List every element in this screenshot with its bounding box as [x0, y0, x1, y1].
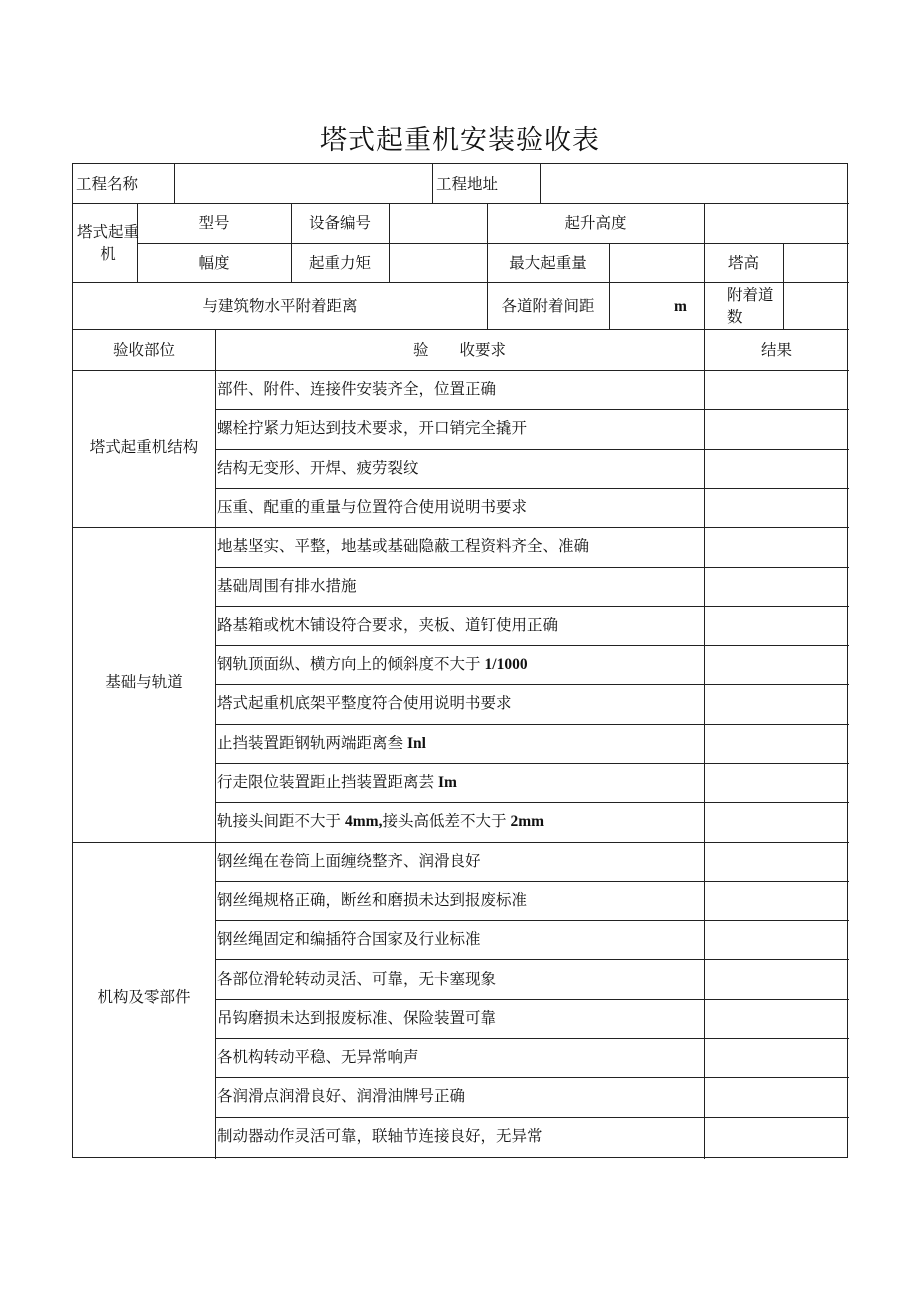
- requirement-text: 地基坚实、平整，地基或基础隐蔽工程资料齐全、准确: [217, 537, 590, 556]
- requirement-text: 各机构转动平稳、无异常响声: [217, 1048, 419, 1067]
- moment-label: 起重力矩: [308, 254, 371, 272]
- requirement-text: 钢丝绳规格正确，断丝和磨损未达到报废标准: [217, 890, 528, 909]
- result-field[interactable]: [709, 654, 845, 674]
- result-field[interactable]: [709, 1126, 845, 1146]
- tower-height-label: 塔高: [727, 254, 759, 272]
- requirement-text: 螺栓拧紧力矩达到技术要求，开口销完全撬开: [217, 419, 528, 438]
- requirement-text: 压重、配重的重量与位置符合使用说明书要求: [217, 497, 528, 516]
- result-field[interactable]: [709, 497, 845, 517]
- attachment-spacing-label: 各道附着间距: [501, 297, 595, 315]
- requirement-text: 结构无变形、开焊、疲劳裂纹: [217, 458, 419, 477]
- result-field[interactable]: [709, 811, 845, 831]
- requirement-text: 行走限位装置距止挡装置距离芸 Im: [217, 773, 457, 791]
- project-address-label: 工程地址: [436, 175, 499, 193]
- requirement-text: 钢丝绳在卷筒上面缠绕整齐、润滑良好: [217, 851, 481, 870]
- column-header-result: 结果: [760, 341, 792, 359]
- project-name-label: 工程名称: [76, 175, 139, 193]
- result-field[interactable]: [709, 536, 845, 556]
- requirement-text: 各部位滑轮转动灵活、可靠，无卡塞现象: [217, 969, 497, 988]
- amplitude-label: 幅度: [198, 254, 230, 272]
- result-field[interactable]: [709, 693, 845, 713]
- requirement-text: 制动器动作灵活可靠，联轴节连接良好，无异常: [217, 1126, 543, 1145]
- section-name: 机构及零部件: [97, 988, 191, 1006]
- column-header-part: 验收部位: [112, 341, 175, 359]
- form-title: 塔式起重机安装验收表: [320, 125, 600, 156]
- requirement-text: 各润滑点润滑良好、润滑油牌号正确: [217, 1087, 466, 1106]
- result-field[interactable]: [709, 890, 845, 910]
- result-field[interactable]: [709, 418, 845, 438]
- requirement-text: 吊钩磨损未达到报废标准、保险装置可靠: [217, 1008, 497, 1027]
- attachment-count-label: 附着道数: [727, 286, 774, 326]
- result-field[interactable]: [709, 576, 845, 596]
- requirement-text: 钢轨顶面纵、横方向上的倾斜度不大于 1/1000: [217, 655, 528, 674]
- device-no-label: 设备编号: [308, 214, 371, 232]
- result-field[interactable]: [709, 1008, 845, 1028]
- requirement-text: 塔式起重机底架平整度符合使用说明书要求: [217, 694, 512, 713]
- result-field[interactable]: [709, 772, 845, 792]
- result-field[interactable]: [709, 929, 845, 949]
- model-label: 型号: [198, 214, 230, 232]
- result-field[interactable]: [709, 615, 845, 635]
- attachment-spacing-unit: m: [674, 298, 687, 315]
- result-field[interactable]: [709, 458, 845, 478]
- lift-height-label: 起升高度: [564, 214, 627, 232]
- requirement-text: 基础周围有排水措施: [217, 576, 357, 595]
- result-field[interactable]: [709, 1047, 845, 1067]
- attachment-distance-label: 与建筑物水平附着距离: [202, 297, 358, 315]
- requirement-text: 部件、附件、连接件安装齐全，位置正确: [217, 380, 497, 398]
- result-field[interactable]: [709, 851, 845, 871]
- max-load-label: 最大起重量: [509, 254, 587, 272]
- crane-label: 塔式起重机: [77, 223, 140, 263]
- section-name: 塔式起重机结构: [89, 438, 199, 456]
- section-name: 基础与轨道: [105, 673, 183, 691]
- result-field[interactable]: [709, 1086, 845, 1106]
- acceptance-form-table: [72, 163, 848, 1158]
- requirement-text: 钢丝绳固定和编插符合国家及行业标准: [217, 930, 481, 949]
- requirement-text: 路基箱或枕木铺设符合要求，夹板、道钉使用正确: [217, 615, 559, 634]
- requirement-text: 止挡装置距钢轨两端距离叁 Inl: [217, 733, 426, 752]
- result-field[interactable]: [709, 969, 845, 989]
- result-field[interactable]: [709, 379, 845, 399]
- result-field[interactable]: [709, 733, 845, 753]
- requirement-text: 轨接头间距不大于 4mm,接头高低差不大于 2mm: [217, 812, 545, 831]
- column-header-requirement: 验 收要求: [412, 341, 506, 359]
